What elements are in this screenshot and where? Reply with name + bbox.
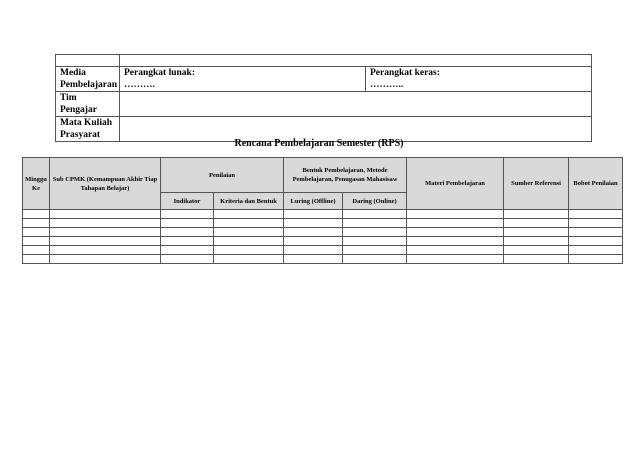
table-row bbox=[23, 210, 623, 219]
table-cell bbox=[504, 255, 569, 264]
table-cell bbox=[23, 237, 50, 246]
table-cell bbox=[214, 210, 284, 219]
rps-header-row bbox=[23, 158, 623, 193]
table-cell bbox=[161, 246, 214, 255]
table-cell bbox=[214, 246, 284, 255]
table-row bbox=[23, 219, 623, 228]
table-cell bbox=[161, 255, 214, 264]
table-cell bbox=[23, 210, 50, 219]
software-value: ………. bbox=[124, 80, 155, 90]
table-row bbox=[23, 228, 623, 237]
table-cell bbox=[50, 219, 161, 228]
info-row-media bbox=[56, 67, 592, 92]
col-subcpmk: Sub CPMK (Kemampuan Akhir Tiap Tahapan Belajar) bbox=[50, 158, 161, 210]
col-material: Materi Pembelajaran bbox=[407, 158, 504, 210]
table-cell bbox=[284, 237, 343, 246]
table-cell bbox=[504, 210, 569, 219]
software-cell bbox=[120, 67, 366, 92]
table-cell bbox=[569, 219, 623, 228]
table-cell bbox=[284, 210, 343, 219]
rps-table bbox=[22, 157, 623, 264]
media-label: Media Pembelajaran bbox=[56, 67, 120, 92]
table-cell bbox=[214, 219, 284, 228]
col-online: Daring (Online) bbox=[343, 193, 407, 210]
table-cell bbox=[569, 246, 623, 255]
table-cell bbox=[214, 237, 284, 246]
table-cell bbox=[343, 246, 407, 255]
course-info-table bbox=[55, 54, 592, 142]
info-row-empty bbox=[56, 55, 592, 67]
table-cell bbox=[343, 255, 407, 264]
table-cell bbox=[407, 219, 504, 228]
table-cell bbox=[569, 228, 623, 237]
hardware-label: Perangkat keras: bbox=[370, 68, 440, 78]
col-week: Minggu Ke bbox=[23, 158, 50, 210]
table-cell bbox=[23, 219, 50, 228]
table-cell bbox=[343, 210, 407, 219]
team-label: Tim Pengajar bbox=[56, 92, 120, 117]
table-cell bbox=[161, 237, 214, 246]
table-cell bbox=[50, 237, 161, 246]
table-cell bbox=[50, 255, 161, 264]
hardware-cell bbox=[366, 67, 592, 92]
table-cell bbox=[23, 255, 50, 264]
table-cell bbox=[569, 210, 623, 219]
table-cell bbox=[504, 237, 569, 246]
table-cell bbox=[214, 255, 284, 264]
table-cell bbox=[284, 246, 343, 255]
prereq-label: Mata Kuliah Prasyarat bbox=[56, 117, 120, 142]
table-row bbox=[23, 237, 623, 246]
table-cell bbox=[407, 255, 504, 264]
table-cell bbox=[161, 210, 214, 219]
info-cell bbox=[56, 55, 120, 67]
col-reference: Sumber Referensi bbox=[504, 158, 569, 210]
info-cell bbox=[120, 55, 592, 67]
table-cell bbox=[343, 228, 407, 237]
table-cell bbox=[214, 228, 284, 237]
info-row-team bbox=[56, 92, 592, 117]
col-weight: Bobot Penilaian bbox=[569, 158, 623, 210]
table-cell bbox=[161, 219, 214, 228]
table-cell bbox=[50, 246, 161, 255]
col-learning-form: Bentuk Pembelajaran, Metode Pembelajaran, Penugasan Mahasisaw bbox=[284, 158, 407, 193]
table-row bbox=[23, 246, 623, 255]
table-cell bbox=[504, 219, 569, 228]
table-cell bbox=[504, 246, 569, 255]
col-indicator: Indikator bbox=[161, 193, 214, 210]
table-cell bbox=[407, 210, 504, 219]
table-cell bbox=[504, 228, 569, 237]
table-cell bbox=[407, 228, 504, 237]
table-cell bbox=[407, 237, 504, 246]
table-row bbox=[23, 255, 623, 264]
team-value bbox=[120, 92, 592, 117]
table-cell bbox=[161, 228, 214, 237]
table-cell bbox=[284, 255, 343, 264]
table-cell bbox=[407, 246, 504, 255]
hardware-value: ……….. bbox=[370, 80, 404, 90]
col-assessment: Penilaian bbox=[161, 158, 284, 193]
software-label: Perangkat lunak: bbox=[124, 68, 195, 78]
table-cell bbox=[50, 210, 161, 219]
table-cell bbox=[284, 219, 343, 228]
table-cell bbox=[23, 228, 50, 237]
table-cell bbox=[343, 237, 407, 246]
rps-title: Rencana Pembelajaran Semester (RPS) bbox=[234, 138, 404, 149]
table-cell bbox=[569, 255, 623, 264]
table-cell bbox=[23, 246, 50, 255]
col-offline: Luring (Offline) bbox=[284, 193, 343, 210]
table-cell bbox=[284, 228, 343, 237]
table-cell bbox=[50, 228, 161, 237]
table-cell bbox=[343, 219, 407, 228]
table-cell bbox=[569, 237, 623, 246]
col-criteria: Kriteria dan Bentuk bbox=[214, 193, 284, 210]
